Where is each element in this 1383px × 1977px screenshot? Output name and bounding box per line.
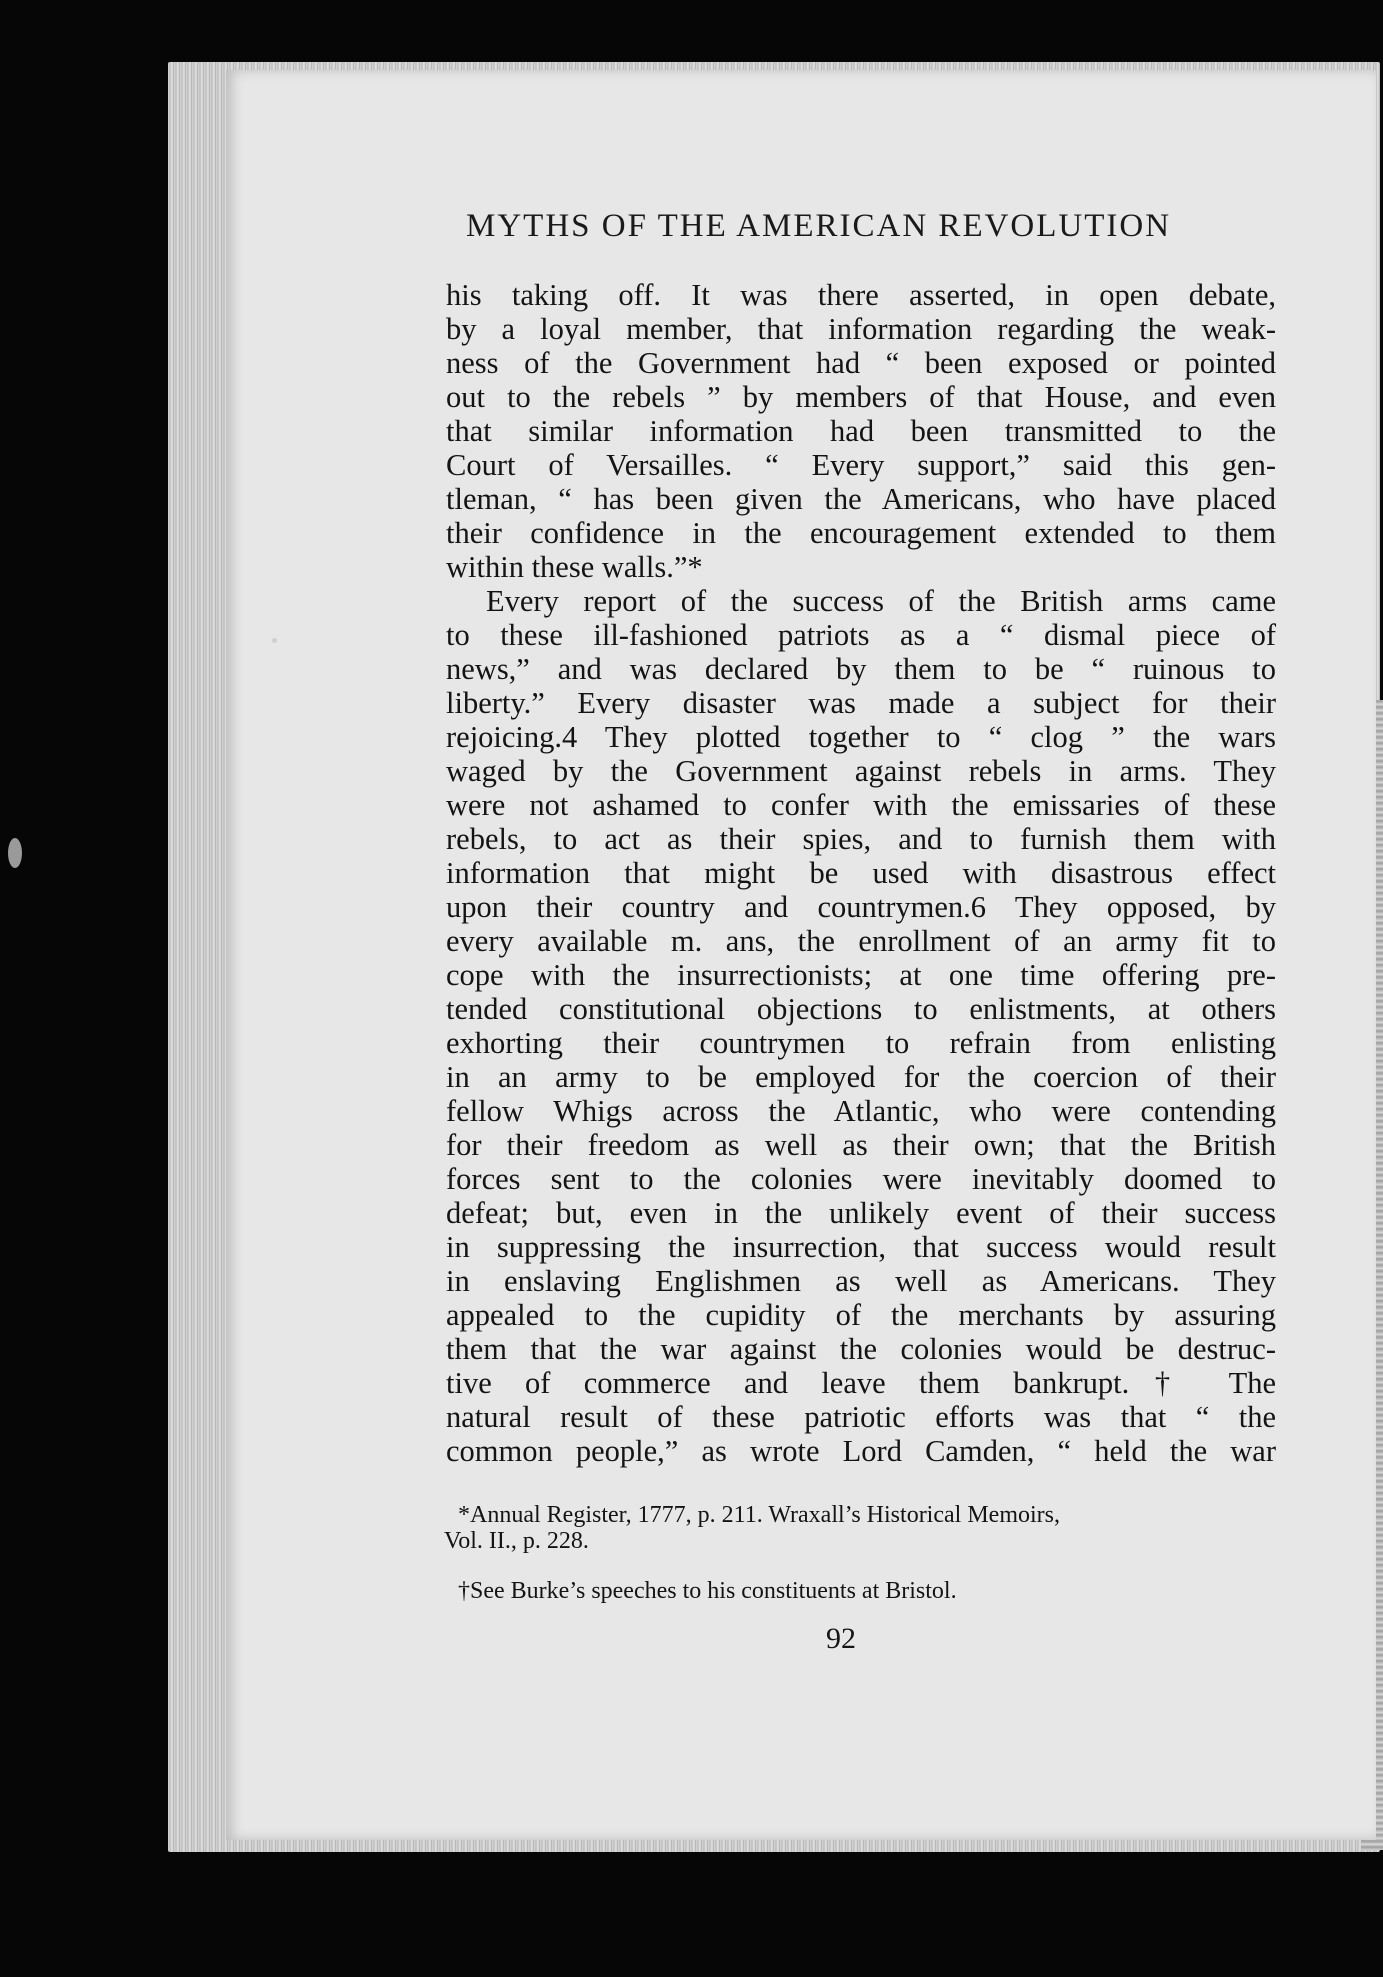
body-line: forces sent to the colonies were inevitably doomed to	[446, 1162, 1276, 1196]
body-line: tended constitutional objections to enlistments, at others	[446, 992, 1276, 1026]
footnote-dagger: †See Burke’s speeches to his constituents at Bristol.	[458, 1578, 957, 1604]
body-line: his taking off. It was there asserted, in open debate,	[446, 278, 1276, 312]
body-line: that similar information had been transmitted to the	[446, 414, 1276, 448]
body-line: them that the war against the colonies would be destruc-	[446, 1332, 1276, 1366]
body-line: liberty.” Every disaster was made a subject for their	[446, 686, 1276, 720]
body-line: for their freedom as well as their own; that the British	[446, 1128, 1276, 1162]
body-line: appealed to the cupidity of the merchants by assuring	[446, 1298, 1276, 1332]
dust-speck	[272, 638, 277, 643]
body-line: tive of commerce and leave them bankrupt.† The	[446, 1366, 1276, 1400]
body-line: in suppressing the insurrection, that success would result	[446, 1230, 1276, 1264]
body-line: ness of the Government had “ been exposed or pointed	[446, 346, 1276, 380]
page-number: 92	[826, 1622, 856, 1655]
body-line: Court of Versailles. “ Every support,” said this gen-	[446, 448, 1276, 482]
body-line: news,” and was declared by them to be “ ruinous to	[446, 652, 1276, 686]
body-line: upon their country and countrymen.6 They opposed, by	[446, 890, 1276, 924]
body-line: information that might be used with disastrous effect	[446, 856, 1276, 890]
body-line: by a loyal member, that information regarding the weak-	[446, 312, 1276, 346]
body-line: tleman, “ has been given the Americans, who have placed	[446, 482, 1276, 516]
body-line: their confidence in the encouragement extended to them	[446, 516, 1276, 550]
body-line: in enslaving Englishmen as well as Americans. They	[446, 1264, 1276, 1298]
dust-speck	[8, 838, 22, 868]
footnote-star: *Annual Register, 1777, p. 211. Wraxall’s Historical Memoirs,	[458, 1502, 1060, 1528]
body-line: rejoicing.4 They plotted together to “ clog ” the wars	[446, 720, 1276, 754]
body-line: defeat; but, even in the unlikely event of their success	[446, 1196, 1276, 1230]
body-line: in an army to be employed for the coercion of their	[446, 1060, 1276, 1094]
body-line: rebels, to act as their spies, and to furnish them with	[446, 822, 1276, 856]
body-line: common people,” as wrote Lord Camden, “ held the war	[446, 1434, 1276, 1468]
body-line: natural result of these patriotic efforts was that “ the	[446, 1400, 1276, 1434]
body-line: out to the rebels ” by members of that House, and even	[446, 380, 1276, 414]
running-head: MYTHS OF THE AMERICAN REVOLUTION	[466, 208, 1172, 244]
body-line: within these walls.”*	[446, 550, 703, 584]
body-line: exhorting their countrymen to refrain from enlisting	[446, 1026, 1276, 1060]
paragraph-start: Every report of the success of the British arms came	[486, 584, 1276, 618]
body-line: fellow Whigs across the Atlantic, who were contending	[446, 1094, 1276, 1128]
body-line: waged by the Government against rebels in arms. They	[446, 754, 1276, 788]
footnotes	[444, 1502, 1272, 1604]
footnote-star-continued: Vol. II., p. 228.	[444, 1528, 589, 1554]
body-line: cope with the insurrectionists; at one time offering pre-	[446, 958, 1276, 992]
body-line: every available m. ans, the enrollment of an army fit to	[446, 924, 1276, 958]
body-text	[446, 278, 1276, 1468]
body-line: to these ill-fashioned patriots as a “ dismal piece of	[446, 618, 1276, 652]
body-line: were not ashamed to confer with the emissaries of these	[446, 788, 1276, 822]
